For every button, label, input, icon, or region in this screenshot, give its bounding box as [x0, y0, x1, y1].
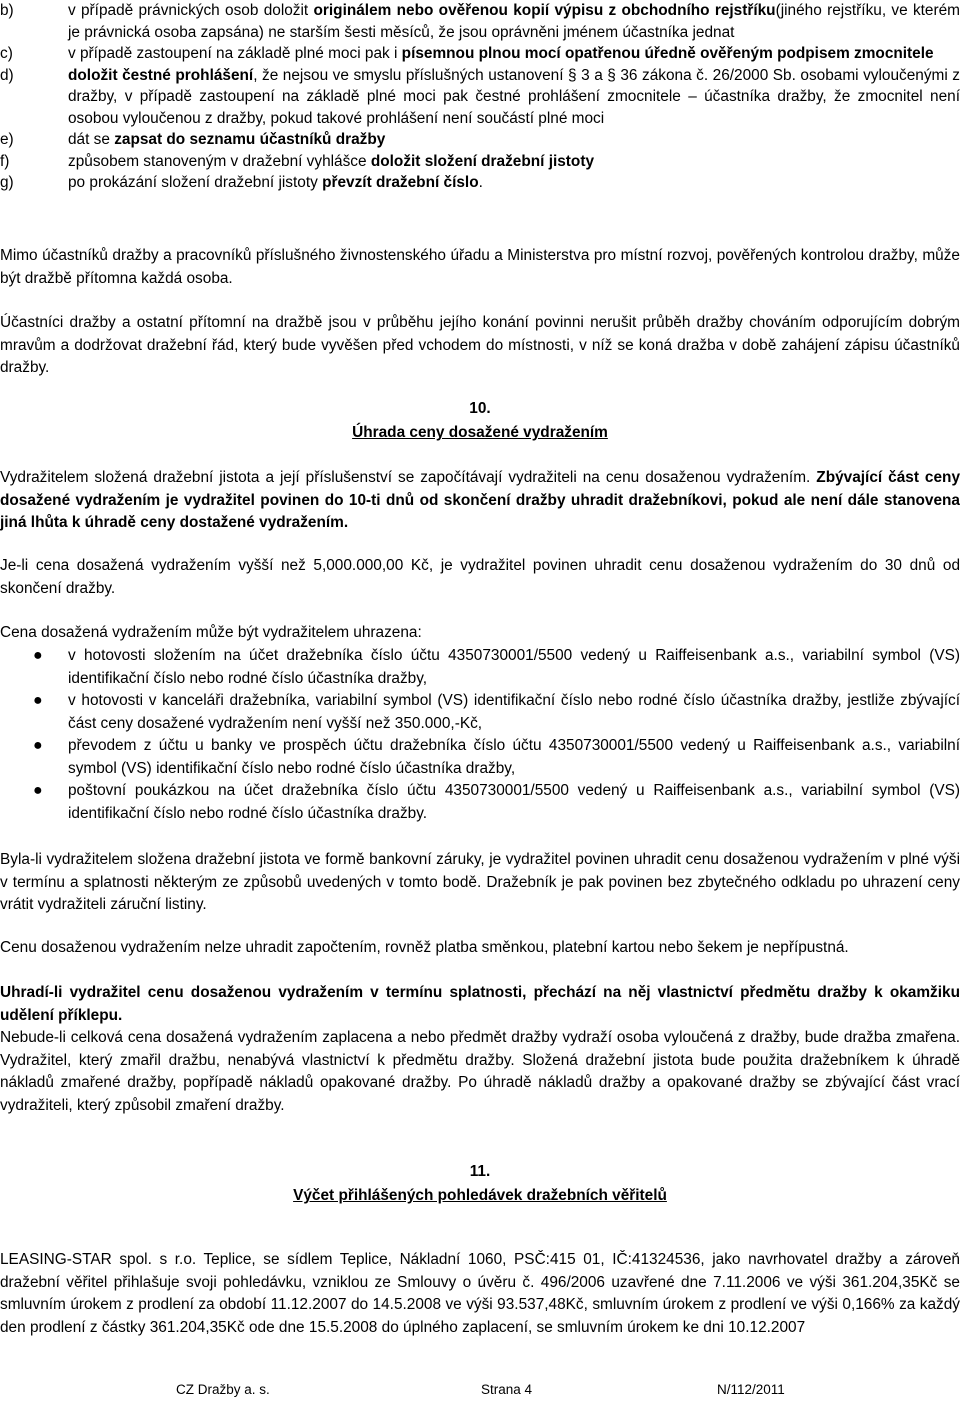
- bold-text-run: doložit čestné prohlášení: [68, 66, 254, 84]
- requirements-list: [0, 0, 960, 194]
- bullet-icon: ●: [33, 692, 43, 709]
- section-11-heading: [0, 1161, 960, 1207]
- list-item: [0, 129, 960, 151]
- text-run: , že nejsou ve smyslu příslušných ustanovení § 3 a § 36 zákona č. 26/2000 Sb. osobami vyloučenými z dražby, v případě zastoupení na základě plné moci pak čestné prohlášení zmocnitele – účastníka dražby, že zmocnitel není osobou vyloučenou z dražby, pokud takové prohlášení není součástí plné moci: [68, 66, 960, 127]
- page-footer: [0, 1382, 960, 1402]
- list-item-text: [68, 174, 483, 191]
- text-run: Vydražitelem složená dražební jistota a její příslušenství se započítávají vydražiteli na cenu dosaženou vydražením.: [0, 469, 817, 486]
- paragraph-ownership: Uhradí-li vydražitel cenu dosaženou vydražením v termínu splatnosti, přechází na něj vlastnictví předmětu dražby k okamžiku udělení příklepu.: [0, 984, 960, 1024]
- section-title: Výčet přihlášených pohledávek dražebních věřitelů: [293, 1187, 667, 1204]
- list-marker: g): [0, 174, 14, 191]
- paragraph-conduct: Účastníci dražby a ostatní přítomní na dražbě jsou v průběhu jejího konání povinni nerušit průběh dražby chováním odporujícím dobrým mravům a dodržovat dražební řád, který bude vyvěšen před vchodem do místnosti, v níž se koná dražba v době zahájení zápisu účastníků dražby.: [0, 314, 960, 376]
- paragraph-frustrated-auction: Nebude-li celková cena dosažená vydražením zaplacena a nebo předmět dražby vydraží osoba vyloučená z dražby, bude dražba zmařena. Vydražitel, který zmařil dražbu, nenabývá vlastnictví k předmětu dražby. Složená dražební jistota bude použita dražebníkem k úhradě nákladů zmařené dražby, popřípadě nákladů opakované dražby. Po úhradě nákladů dražby a opakované dražby se zbývající část vrací vydražiteli, který způsobil zmaření dražby.: [0, 1029, 960, 1114]
- payment-intro: Cena dosažená vydražením může být vydražitelem uhrazena:: [0, 624, 422, 641]
- list-item: [0, 65, 960, 130]
- list-item-text: v hotovosti složením na účet dražebníka číslo účtu 4350730001/5500 vedený u Raiffeisenbank a.s., variabilní symbol (VS) identifikační číslo nebo rodné číslo účastníka dražby,: [68, 647, 960, 687]
- text-run: dát se: [68, 131, 115, 148]
- list-item-text: v hotovosti v kanceláři dražebníka, variabilní symbol (VS) identifikační číslo nebo rodné číslo účastníka dražby, jestliže zbývající část ceny dosažené vydražením není vyšší než 350.000,-Kč,: [68, 692, 960, 732]
- list-item: [0, 780, 960, 825]
- list-item: [0, 151, 960, 173]
- footer-page-number: Strana 4: [481, 1382, 533, 1397]
- section-number: 11.: [469, 1163, 491, 1180]
- list-marker: f): [0, 152, 10, 170]
- bullet-icon: ●: [33, 647, 43, 664]
- bullet-icon: ●: [33, 737, 43, 754]
- list-item: [0, 0, 960, 43]
- list-item-text: poštovní poukázkou na účet dražebníka číslo účtu 4350730001/5500 vedený u Raiffeisenbank a.s., variabilní symbol (VS) identifikační číslo nebo rodné číslo účastníka dražby.: [68, 782, 960, 822]
- text-run: (jiného rejstříku, ve kterém je právnická osoba zapsána) ne starším šesti měsíců, že jsou oprávněni jménem účastníka jednat: [68, 2, 960, 41]
- text-run: po prokázání složení dražební jistoty: [68, 174, 323, 191]
- bold-text-run: originálem nebo ověřenou kopií výpisu z obchodního rejstříku: [313, 2, 776, 19]
- list-item: [0, 735, 960, 780]
- list-item: [0, 690, 960, 735]
- bold-text-run: doložit složení dražební jistoty: [370, 152, 595, 170]
- list-item-text: [68, 67, 960, 127]
- list-marker: b): [0, 2, 14, 19]
- bullet-icon: ●: [33, 782, 43, 799]
- bold-text-run: převzít dražební číslo: [322, 174, 479, 191]
- list-marker: c): [0, 45, 13, 62]
- list-marker: d): [0, 66, 14, 84]
- text-run: způsobem stanoveným v dražební vyhlášce: [68, 152, 371, 170]
- bold-text-run: Zbývající část ceny dosažené vydražením je vydražitel povinen do 10-ti dnů od skončení dražby uhradit dražebníkovi, pokud ale není dále stanovena jiná lhůta k úhradě ceny dostažené vydražením.: [0, 469, 960, 531]
- paragraph-creditor-claim: LEASING-STAR spol. s r.o. Teplice, se sídlem Teplice, Nákladní 1060, PSČ:415 01, IČ:41324536, jako navrhovatel dražby a zároveň dražební věřitel přihlašuje svoji pohledávku, vzniklou ze Smlouvy o úvěru č. 496/2006 uzavřené dne 7.11.2006 ve výši 361.204,35Kč se smluvním úrokem z prodlení za období 11.12.2007 do 14.5.2008 ve výši 93.537,48Kč, smluvním úrokem z prodlení ve výši 0,166% za každý den prodlení z částky 361.204,35Kč ode dne 15.5.2008 do úplného zaplacení, se smluvním úrokem ke dni 10.12.2007: [0, 1251, 960, 1336]
- list-item-text: [68, 153, 594, 170]
- section-title: Úhrada ceny dosažené vydražením: [352, 424, 608, 441]
- list-item-text: [68, 131, 385, 148]
- paragraph-30-days: Je-li cena dosažená vydražením vyšší než 5,000.000,00 Kč, je vydražitel povinen uhradit cenu dosaženou vydražením do 30 dnů od skončení dražby.: [0, 557, 960, 597]
- payment-methods-list: [0, 645, 960, 825]
- paragraph-presence: Mimo účastníků dražby a pracovníků příslušného živnostenského úřadu a Ministerstva pro místní rozvoj, pověřených kontrolou dražby, může být dražbě přítomna každá osoba.: [0, 247, 960, 287]
- paragraph-deposit: [0, 467, 960, 535]
- text-run: .: [478, 174, 483, 191]
- paragraph-bank-guarantee: Byla-li vydražitelem složena dražební jistota ve formě bankovní záruky, je vydražitel povinen uhradit cenu dosaženou vydražením v plné výši v termínu a splatnosti některým ze způsobů uvedených v tomto bodě. Dražebník je pak povinen bez zbytečného odkladu po uhrazení ceny vrátit vydražiteli záruční listiny.: [0, 851, 960, 913]
- bold-text-run: písemnou plnou mocí opatřenou úředně ověřeným podpisem zmocnitele: [401, 45, 934, 62]
- text-run: v případě právnických osob doložit: [68, 2, 314, 19]
- footer-reference: N/112/2011: [717, 1382, 785, 1397]
- section-number: 10.: [469, 400, 491, 417]
- bold-text-run: zapsat do seznamu účastníků dražby: [114, 131, 386, 148]
- list-marker: e): [0, 131, 14, 148]
- list-item-text: převodem z účtu u banky ve prospěch účtu dražebníka číslo účtu 4350730001/5500 vedený u Raiffeisenbank a.s., variabilní symbol (VS) identifikační číslo nebo rodné číslo účastníka dražby,: [68, 737, 960, 777]
- paragraph-no-offset: Cenu dosaženou vydražením nelze uhradit započtením, rovněž platba směnkou, platební kartou nebo šekem je nepřípustná.: [0, 939, 849, 956]
- list-item-text: [68, 2, 960, 41]
- footer-company: CZ Dražby a. s.: [176, 1382, 270, 1397]
- text-run: v případě zastoupení na základě plné moci pak i: [68, 45, 402, 62]
- list-item-text: [68, 45, 934, 62]
- section-10-heading: [0, 398, 960, 444]
- list-item: [0, 43, 960, 65]
- list-item: [0, 645, 960, 690]
- list-item: [0, 172, 960, 194]
